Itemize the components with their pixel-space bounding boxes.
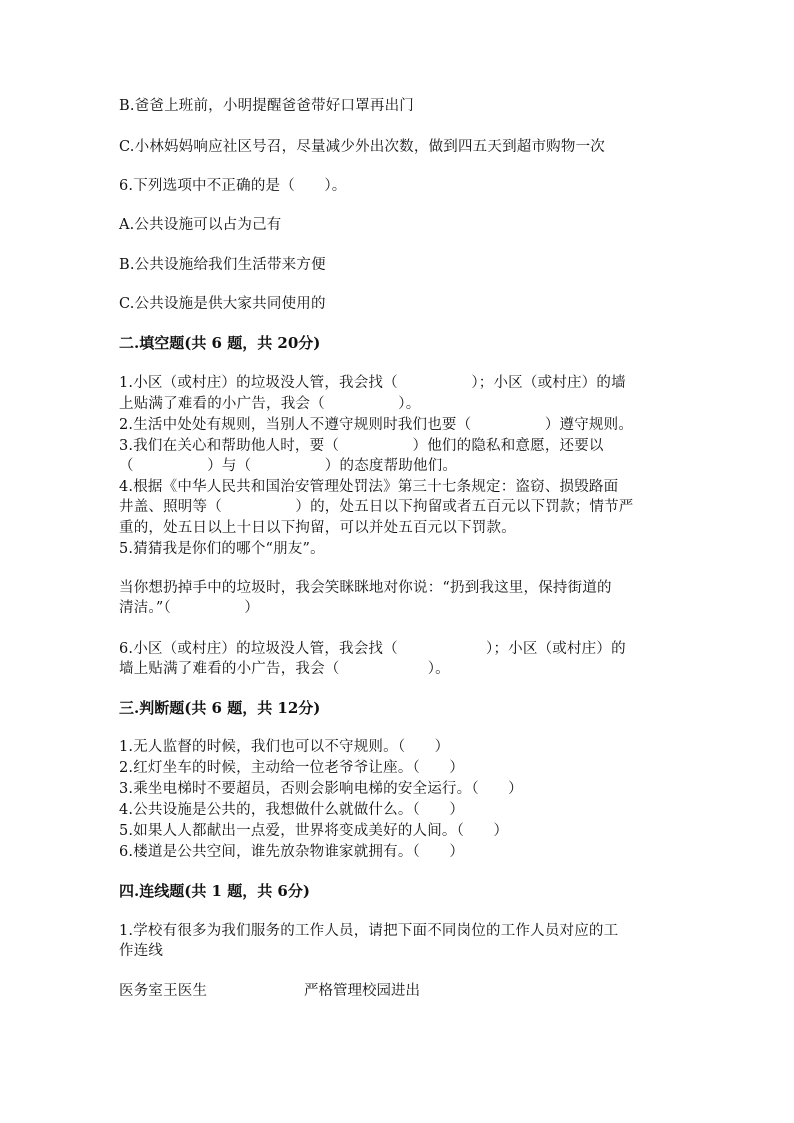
judge-item-6: 6.楼道是公共空间，谁先放杂物谁家就拥有。（ ） <box>119 844 465 860</box>
judge-item-1: 1.无人监督的时候，我们也可以不守规则。（ ） <box>119 739 450 755</box>
judge-section-title: 三.判断题(共 6 题，共 12分) <box>119 699 321 717</box>
q6-stem: 6.下列选项中不正确的是（ ）。 <box>119 178 347 194</box>
q6-option-a: A.公共设施可以占为己有 <box>119 217 282 233</box>
fill-q3-line2: （ ）与（ ）的态度帮助他们。 <box>119 458 458 474</box>
fill-q2: 2.生活中处处有规则，当别人不遵守规则时我们也要（ ）遵守规则。 <box>119 417 634 433</box>
match-left-item[interactable]: 医务室王医生 <box>119 983 208 999</box>
q6-option-b: B.公共设施给我们生活带来方便 <box>119 257 326 273</box>
fill-q4-line3: 重的，处五日以上十日以下拘留，可以并处五百元以下罚款。 <box>119 520 516 536</box>
judge-item-3: 3.乘坐电梯时不要超员，否则会影响电梯的安全运行。（ ） <box>119 781 523 797</box>
fill-q1-line2: 上贴满了难看的小广告，我会（ ）。 <box>119 396 421 412</box>
fill-q1-line1: 1.小区（或村庄）的垃圾没人管，我会找（ ）；小区（或村庄）的墙 <box>119 375 626 391</box>
match-q1-line1: 1.学校有很多为我们服务的工作人员，请把下面不同岗位的工作人员对应的工 <box>119 923 619 939</box>
fill-section-title: 二.填空题(共 6 题，共 20分) <box>119 334 321 352</box>
fill-q5-line1: 当你想扔掉手中的垃圾时，我会笑眯眯地对你说：“扔到我这里，保持街道的 <box>119 580 612 596</box>
fill-q6-line1: 6.小区（或村庄）的垃圾没人管，我会找（ ）；小区（或村庄）的 <box>119 641 626 657</box>
q5-option-b: B.爸爸上班前，小明提醒爸爸带好口罩再出门 <box>119 98 414 114</box>
fill-q4-line1: 4.根据《中华人民共和国治安管理处罚法》第三十七条规定：盗窃、损毁路面 <box>119 479 619 495</box>
fill-q3-line1: 3.我们在关心和帮助他人时，要（ ）他们的隐私和意愿，还要以 <box>119 438 604 454</box>
q6-option-c: C.公共设施是供大家共同使用的 <box>119 296 326 312</box>
match-q1-line2: 作连线 <box>119 943 164 959</box>
match-section-title: 四.连线题(共 1 题，共 6分) <box>119 882 310 900</box>
q5-option-c: C.小林妈妈响应社区号召，尽量减少外出次数，做到四五天到超市购物一次 <box>119 139 605 155</box>
match-right-item[interactable]: 严格管理校园进出 <box>304 983 420 999</box>
fill-q5-stem: 5.猜猜我是你们的哪个“朋友”。 <box>119 541 325 557</box>
fill-q6-line2: 墙上贴满了难看的小广告，我会（ ）。 <box>119 661 450 677</box>
fill-q5-line2: 清洁。”（ ） <box>119 600 260 616</box>
fill-q4-line2: 井盖、照明等（ ）的，处五日以下拘留或者五百元以下罚款；情节严 <box>119 499 634 515</box>
judge-item-4: 4.公共设施是公共的，我想做什么就做什么。（ ） <box>119 802 465 818</box>
judge-item-2: 2.红灯坐车的时候，主动给一位老爷爷让座。（ ） <box>119 760 465 776</box>
judge-item-5: 5.如果人人都献出一点爱，世界将变成美好的人间。（ ） <box>119 823 509 839</box>
